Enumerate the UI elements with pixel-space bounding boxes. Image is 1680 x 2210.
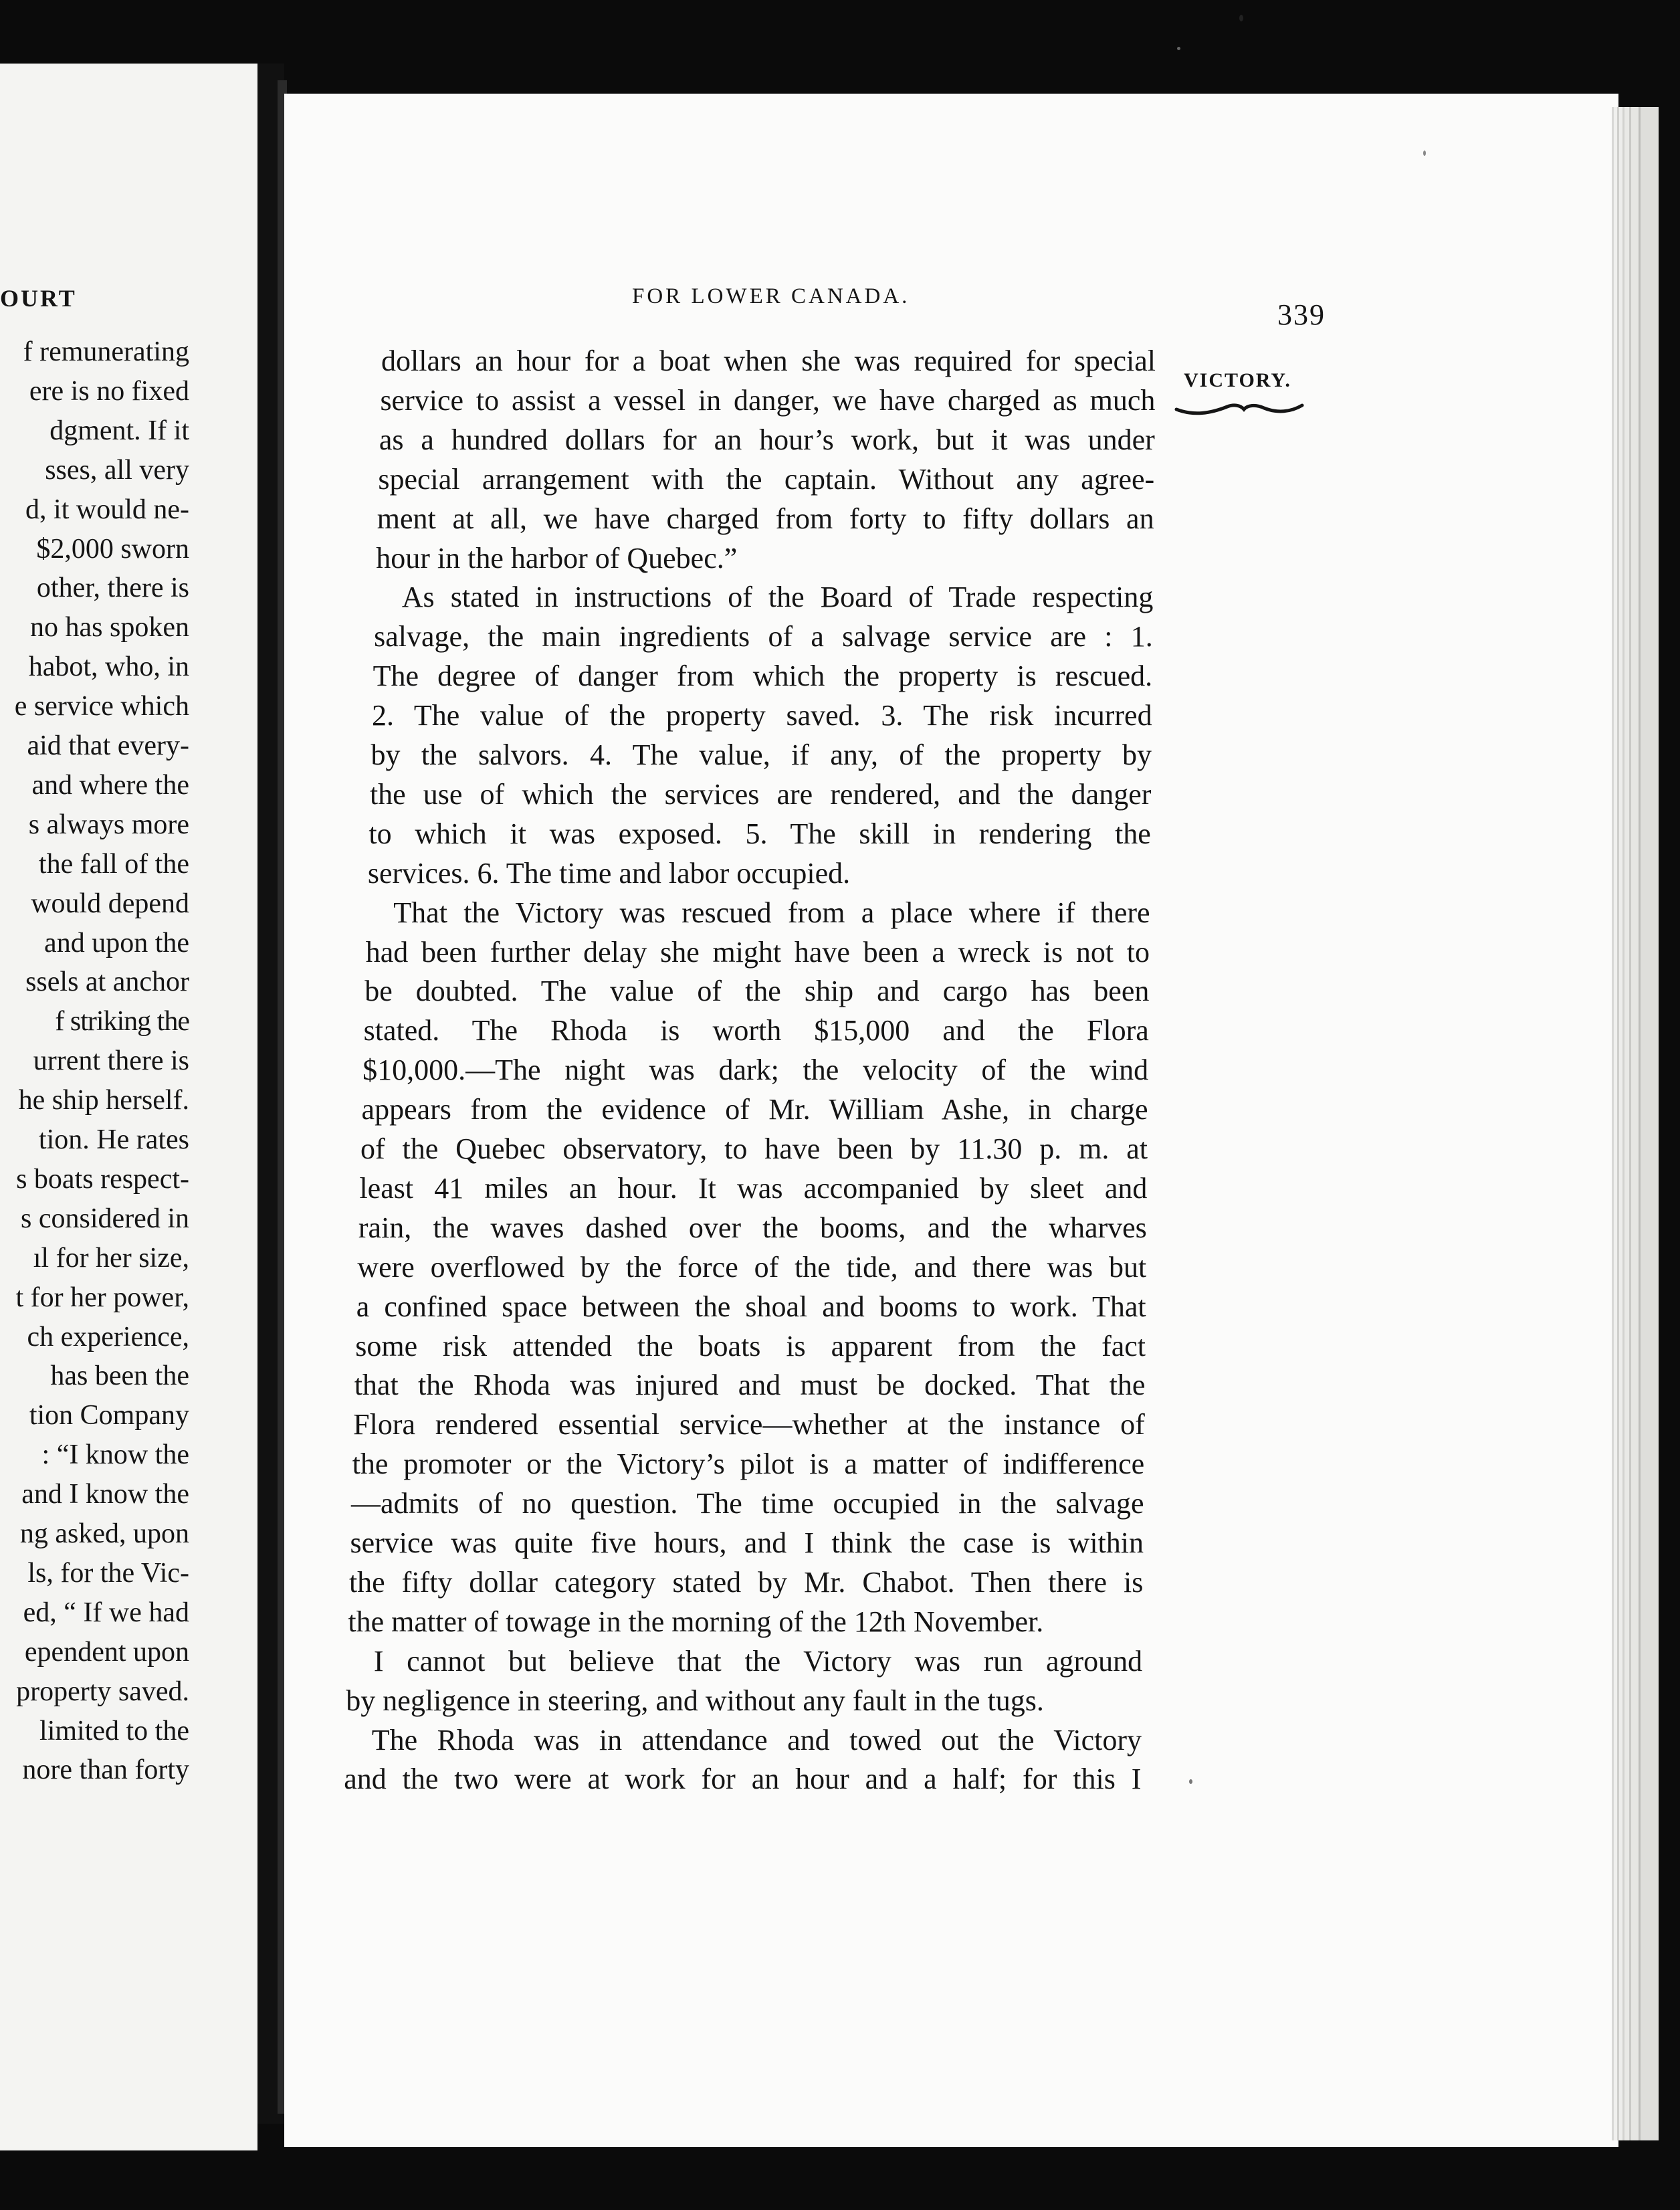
- left-text-line: : “I know the: [41, 1439, 189, 1471]
- page-number: 339: [1277, 298, 1326, 331]
- left-text-line: ls, for the Vic-: [27, 1557, 189, 1589]
- left-text-line: and I know the: [21, 1479, 189, 1510]
- body-text-line: service was quite five hours, and I think the case is within: [350, 1526, 1144, 1559]
- body-text-line: to which it was exposed. 5. The skill in rendering the: [369, 817, 1151, 850]
- left-text-line: t for her power,: [15, 1282, 189, 1313]
- left-text-line: he ship herself.: [18, 1085, 189, 1116]
- left-text-line: ere is no fixed: [29, 375, 189, 407]
- left-text-line: s considered in: [21, 1203, 189, 1234]
- left-text-line: tion Company: [29, 1400, 189, 1431]
- body-text-line: salvage, the main ingredients of a salvage service are : 1.: [374, 620, 1153, 654]
- body-text-line: I cannot but believe that the Victory was run aground: [373, 1644, 1143, 1678]
- body-text-line: that the Rhoda was injured and must be docked. That the: [354, 1369, 1146, 1402]
- left-text-line: property saved.: [16, 1676, 189, 1707]
- body-text-line: The degree of danger from which the property is rescued.: [373, 660, 1153, 693]
- left-text-line: ıl for her size,: [33, 1242, 189, 1274]
- body-text-line: by the salvors. 4. The value, if any, of the property by: [371, 738, 1152, 771]
- scan-speck: [1189, 1779, 1192, 1784]
- body-text-line: as a hundred dollars for an hour’s work, but it was under: [379, 423, 1155, 456]
- scan-speck: [1423, 150, 1426, 156]
- left-text-line: has been the: [50, 1361, 189, 1392]
- left-text-line: and where the: [31, 769, 189, 801]
- left-text-line: habot, who, in: [28, 651, 189, 683]
- left-text-line: urrent there is: [33, 1045, 189, 1077]
- scan-speck: [1239, 15, 1243, 21]
- body-text-line: were overflowed by the force of the tide, and there was but: [357, 1250, 1147, 1284]
- body-text-line: of the Quebec observatory, to have been by 11.30 p. m. at: [360, 1132, 1148, 1165]
- body-text-line: ment at all, we have charged from forty to fifty dollars an: [377, 502, 1154, 535]
- body-text-line: service to assist a vessel in danger, we have charged as much: [380, 383, 1156, 417]
- left-text-line: d, it would ne-: [25, 494, 189, 525]
- page-edges: [1612, 107, 1659, 2140]
- body-text-line: $10,000.—The night was dark; the velocity of the wind: [362, 1053, 1149, 1087]
- left-text-line: and upon the: [44, 927, 189, 959]
- left-text-line: e service which: [14, 691, 189, 722]
- margin-flourish-ornament: [1174, 400, 1304, 420]
- left-text-line: ng asked, upon: [19, 1518, 189, 1549]
- body-text-line: and the two were at work for an hour and a half; for this I: [344, 1763, 1142, 1796]
- left-text-line: ed, “ If we had: [23, 1597, 189, 1628]
- body-text-line: The Rhoda was in attendance and towed out the Victory: [371, 1723, 1142, 1756]
- scan-speck: [1177, 47, 1180, 50]
- body-text-line: be doubted. The value of the ship and cargo has been: [364, 975, 1150, 1008]
- left-text-line: ependent upon: [24, 1636, 189, 1668]
- body-text-line: the promoter or the Victory’s pilot is a matter of indifference: [352, 1447, 1145, 1481]
- left-text-line: the fall of the: [38, 848, 189, 880]
- left-text-line: f remunerating: [23, 336, 189, 367]
- body-text-line: 2. The value of the property saved. 3. The risk incurred: [372, 699, 1152, 732]
- left-text-line: sses, all very: [45, 454, 189, 486]
- body-text-line: the use of which the services are rendered, and the danger: [369, 777, 1152, 811]
- left-running-head-fragment: OURT: [0, 285, 77, 312]
- left-text-line: no has spoken: [30, 612, 189, 643]
- body-text-line: services. 6. The time and labor occupied.: [367, 856, 851, 890]
- left-text-line: tion. He rates: [38, 1124, 189, 1155]
- left-text-line: f striking the: [55, 1006, 189, 1037]
- left-facing-page: [0, 64, 257, 2150]
- body-text-line: had been further delay she might have been a wreck is not to: [365, 935, 1150, 969]
- body-text-line: That the Victory was rescued from a place where if there: [393, 896, 1150, 929]
- body-text-line: Flora rendered essential service—whether at the instance of: [353, 1408, 1145, 1441]
- left-text-line: dgment. If it: [49, 415, 189, 446]
- body-text-line: hour in the harbor of Quebec.”: [376, 541, 738, 575]
- left-text-line: ssels at anchor: [25, 967, 189, 998]
- body-text-line: dollars an hour for a boat when she was required for special: [381, 344, 1156, 377]
- body-text-line: stated. The Rhoda is worth $15,000 and the Flora: [363, 1014, 1149, 1047]
- left-text-line: s always more: [28, 809, 189, 840]
- body-text-line: —admits of no question. The time occupied in the salvage: [351, 1487, 1144, 1520]
- left-text-line: $2,000 sworn: [36, 533, 189, 565]
- body-text-line: the matter of towage in the morning of the 12th November.: [348, 1605, 1044, 1638]
- left-text-line: nore than forty: [22, 1754, 189, 1786]
- body-text-line: a confined space between the shoal and booms to work. That: [356, 1290, 1146, 1323]
- running-head: FOR LOWER CANADA.: [632, 284, 910, 308]
- left-text-line: s boats respect-: [16, 1163, 189, 1195]
- body-text-line: special arrangement with the captain. Without any agree-: [378, 462, 1155, 496]
- body-text-line: some risk attended the boats is apparent from the fact: [355, 1329, 1146, 1363]
- body-text-line: rain, the waves dashed over the booms, and the wharves: [358, 1211, 1147, 1244]
- left-text-line: other, there is: [36, 573, 189, 604]
- body-text-line: appears from the evidence of Mr. William Ashe, in charge: [361, 1093, 1148, 1126]
- body-text-line: the fifty dollar category stated by Mr. Chabot. Then there is: [348, 1565, 1144, 1599]
- left-text-line: aid that every-: [27, 730, 189, 761]
- left-text-line: limited to the: [39, 1715, 189, 1746]
- left-text-line: would depend: [31, 888, 189, 919]
- body-text-line: As stated in instructions of the Board of Trade respecting: [401, 581, 1154, 614]
- body-text-line: by negligence in steering, and without any fault in the tugs.: [346, 1684, 1044, 1717]
- body-text-line: least 41 miles an hour. It was accompanied by sleet and: [359, 1171, 1148, 1205]
- margin-note: VICTORY.: [1184, 369, 1291, 391]
- left-text-line: ch experience,: [27, 1321, 189, 1352]
